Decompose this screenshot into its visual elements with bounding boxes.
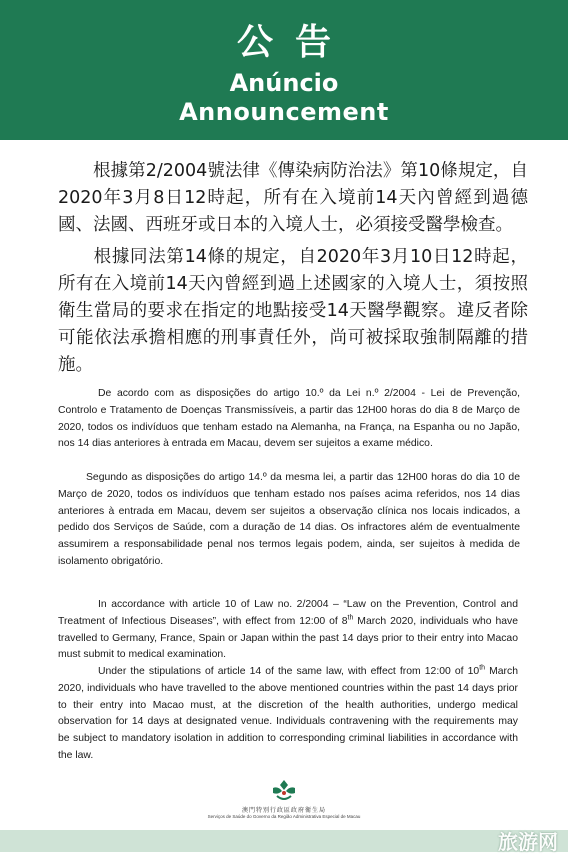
title-portuguese: Anúncio: [229, 69, 339, 97]
portuguese-paragraph-2: [58, 470, 520, 571]
title-english: Announcement: [179, 98, 389, 126]
english-paragraph-2-text-b: March 2020, individuals who have travelled to the above mentioned countries within the past 14 days prior to their entry into Macao must, at the discretion of the health authorities, undergo medical observation for 14 days at designated venue. Individuals contravening with the requirements may be subject to mandatory isolation in addition to corresponding criminal liabilities in accordance with the law.: [58, 666, 518, 761]
watermark: 旅游网: [498, 830, 558, 854]
title-chinese: 公告: [236, 22, 353, 63]
english-paragraph-1-text-a: In accordance with article 10 of Law no. 2/2004 – “Law on the Prevention, Control and Treatment of Infectious Diseases”, with effect from 12:00 of 8: [58, 599, 518, 627]
health-bureau-name-portuguese: Serviços de Saúde do Governo da Região Administrativa Especial de Macau: [207, 814, 361, 819]
footer-bar: [0, 830, 568, 852]
chinese-paragraph-2-text: 根據同法第14條的規定，自2020年3月10日12時起，所有在入境前14天內曾經到過上述國家的入境人士，須按照衛生當局的要求在指定的地點接受14天醫學觀察。違反者除可能依法承擔相應的刑事責任外，尚可被採取強制隔離的措施。: [58, 247, 528, 375]
english-paragraph-1-text-b: March 2020, individuals who have travelled to Germany, France, Spain or Japan within the past 14 days prior to their entry into Macao must submit to medical examination.: [58, 615, 518, 661]
announcement-header: [0, 0, 568, 140]
health-bureau-logo-icon: [264, 778, 304, 804]
english-paragraph-2: [58, 664, 518, 765]
english-paragraph-1-sup: th: [347, 614, 354, 622]
chinese-paragraph-1-text: 根據第2/2004號法律《傳染病防治法》第10條規定，自2020年3月8日12時起，所有在入境前14天內曾經到過德國、法國、西班牙或日本的入境人士，必須接受醫學檢查。: [58, 161, 528, 235]
english-paragraph-1: [58, 597, 518, 664]
english-paragraph-2-text-a: Under the stipulations of article 14 of the same law, with effect from 12:00 of 10: [98, 666, 480, 677]
chinese-paragraph-2: [58, 244, 528, 379]
portuguese-paragraph-2-text: Segundo as disposições do artigo 14.º da mesma lei, a partir das 12H00 horas do dia 10 de Março de 2020, todos os indivíduos que tenham estado nos países acima referidos, nos 14 dias anteriores à entrada em Macau, devem ser sujeitos a observação clínica nos locais indicados, a pedido dos Serviços de Saúde, com a duração de 14 dias. Os infractores além de eventualmente assumirem a responsabilidade penal nos termos legais podem, ainda, ser sujeitos à medida de isolamento obrigatório.: [58, 472, 520, 567]
english-paragraph-2-sup: th: [479, 664, 486, 672]
chinese-paragraph-1: [58, 158, 528, 239]
portuguese-paragraph-1: [58, 386, 520, 453]
portuguese-paragraph-1-text: De acordo com as disposições do artigo 10.º da Lei n.º 2/2004 - Lei de Prevenção, Controlo e Tratamento de Doenças Transmissíveis, a partir das 12H00 horas do dia 8 de Março de 2020, todos os indivíduos que tenham estado na Alemanha, na França, na Espanha ou no Japão, nos 14 dias anteriores à entrada em Macau, devem ser sujeitos a exame médico.: [58, 388, 520, 450]
health-bureau-name-chinese: 澳門特別行政區政府衛生局: [241, 807, 326, 814]
